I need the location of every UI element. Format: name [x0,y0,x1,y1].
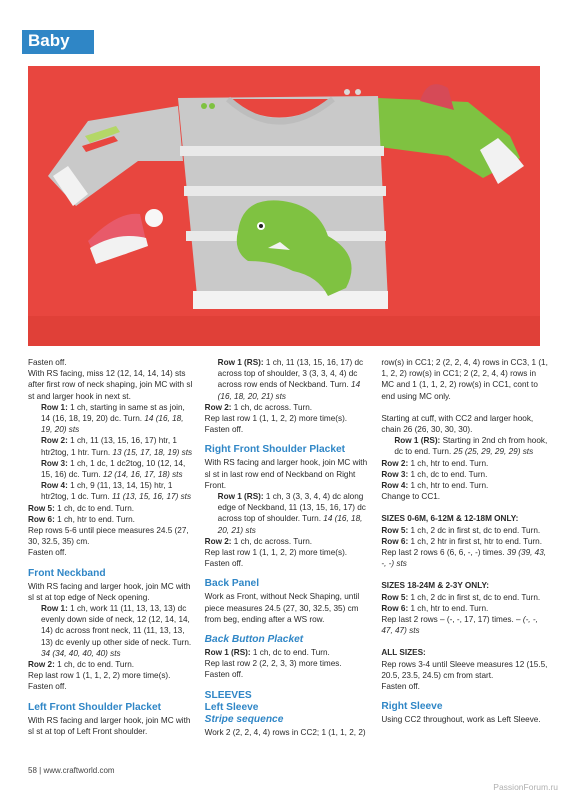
row-instruction: Row 1: 1 ch, work 11 (11, 13, 13, 13) dc evenly down side of neck, 12 (12, 14, 14, 14) dc across front neck, 11 (11, 13, 13, 13) dc evenly up other side of neck. Turn. 34 (34, 40, 40, 40) sts [41,604,192,658]
footer-divider: | [39,766,44,775]
section-heading: Right Sleeve [381,701,443,713]
section-heading: Back Button Placket [204,634,304,646]
paragraph: Using CC2 throughout, work as Left Sleeve. [381,715,541,725]
paragraph: Rep last 2 rows – (-, -, 17, 17) times. – (-, -, 47, 47) sts [381,615,538,636]
paragraph: Rep last row 2 (2, 2, 3, 3) more times. [204,659,342,669]
paragraph: row(s) in CC1; 2 (2, 2, 4, 4) rows in CC3, 1 (1, 1, 2, 2) row(s) in CC1; 2 (2, 2, 4, 4) rows in MC and 1 (1, 1, 2, 2) row(s) in CC1, cont to end using MC only. [381,358,548,401]
row-instruction: Row 3: 1 ch, dc to end. Turn. [381,469,488,479]
paragraph: With RS facing, miss 12 (12, 14, 14, 14) sts after first row of neck shaping, join MC with sl st and larger hook in next st. [28,369,193,401]
section-heading: Left Sleeve [204,701,259,713]
section-heading: Left Front Shoulder Placket [28,701,162,713]
size-heading: ALL SIZES: [381,648,426,658]
row-instruction: Row 1: 1 ch, starting in same st as join, 14 (16, 18, 19, 20) dc. Turn. 14 (16, 18, 19, 20) sts [41,402,185,435]
footer-site: www.craftworld.com [43,766,115,775]
row-instruction: Row 5: 1 ch, dc to end. Turn. [28,503,135,513]
watermark: PassionForum.ru [493,782,558,792]
row-instruction: Row 6: 1 ch, htr to end. Turn. [28,514,135,524]
row-instruction: Row 1 (RS): 1 ch, dc to end. Turn. [204,648,330,658]
paragraph: Fasten off. [381,682,420,692]
row-instruction: Row 2: 1 ch, dc across. Turn. [204,402,313,412]
column-3 [381,357,548,738]
paragraph: Work 2 (2, 2, 4, 4) rows in CC2; 1 (1, 1, 2, 2) [204,727,366,737]
paragraph: Rep rows 5-6 until piece measures 24.5 (27, 30, 32.5, 35) cm. [28,526,189,547]
paragraph: Rep last row 1 (1, 1, 2, 2) more time(s). [28,671,171,681]
section-heading: Back Panel [204,578,260,590]
page-number: 58 [28,766,37,775]
paragraph: Fasten off. [204,670,244,680]
paragraph: Starting at cuff, with CC2 and larger hook, chain 26 (26, 30, 30, 30). [381,413,534,435]
row-instruction: Row 6: 1 ch, 2 htr in first st, htr to end. Turn. [381,536,542,546]
row-instruction: Row 6: 1 ch, htr to end. Turn. [381,603,489,613]
paragraph: Rep last row 1 (1, 1, 2, 2) more time(s). [204,414,348,424]
section-heading: SLEEVES [204,689,252,701]
paragraph: Fasten off. [204,425,244,435]
page-footer [28,766,115,775]
paragraph: Rep rows 3-4 until Sleeve measures 12 (15.5, 20.5, 23.5, 24.5) cm from start. [381,659,548,680]
paragraph: Fasten off. [204,559,244,569]
paragraph: Rep last row 1 (1, 1, 2, 2) more time(s). [204,548,348,558]
sweater-illustration [28,66,540,346]
row-instruction: Row 4: 1 ch, 9 (11, 13, 14, 15) htr, 1 htr2tog, 1 dc. Turn. 11 (13, 15, 16, 17) sts [41,481,192,502]
section-heading: Front Neckband [28,567,106,579]
paragraph: Rep last 2 rows 6 (6, 6, -, -) times. 39 (39, 43, -, -) sts [381,548,547,569]
product-photo [28,66,540,346]
paragraph: Fasten off. [28,548,67,558]
row-instruction: Row 1 (RS): 1 ch, 3 (3, 3, 4, 4) dc along edge of Neckband, 11 (13, 15, 16, 17) dc across top of shoulder. Turn. 14 (16, 18, 20, 21) sts [217,492,366,535]
row-instruction: Row 2: 1 ch, htr to end. Turn. [381,458,489,468]
row-instruction: Row 1 (RS): 1 ch, 11 (13, 15, 16, 17) dc across top of shoulder, 3 (3, 3, 4, 4) dc across row ends of Neckband. Turn. 14 (16, 18, 20, 21) sts [217,358,364,401]
row-instruction: Row 1 (RS): Starting in 2nd ch from hook, dc to end. Turn. 25 (25, 29, 29, 29) sts [394,436,548,457]
paragraph: Fasten off. [28,682,67,692]
row-instruction: Row 2: 1 ch, 11 (13, 15, 16, 17) htr, 1 htr2tog, 1 htr. Turn. 13 (15, 17, 18, 19) sts [41,436,193,457]
column-1 [28,357,195,738]
paragraph: Fasten off. [28,358,67,367]
row-instruction: Row 2: 1 ch, dc across. Turn. [204,536,313,546]
row-instruction: Row 2: 1 ch, dc to end. Turn. [28,660,135,670]
column-2 [205,357,372,738]
row-instruction: Row 5: 1 ch, 2 dc in first st, dc to end. Turn. [381,525,541,535]
paragraph: With RS facing and larger hook, join MC with sl st at top of Left Front shoulder. [28,715,191,736]
section-tab: Baby [22,30,94,54]
size-heading: SIZES 0-6M, 6-12M & 12-18M ONLY: [381,514,519,524]
row-instruction: Row 5: 1 ch, 2 dc in first st, dc to end. Turn. [381,592,541,602]
paragraph: With RS facing and larger hook, join MC with sl st in last row end of Neckband on Right Front. [204,458,368,490]
paragraph: Work as Front, without Neck Shaping, until piece measures 24.5 (27, 30, 32.5, 35) cm from beg, ending after a WS row. [204,592,360,624]
subsection-heading: Stripe sequence [204,713,284,725]
paragraph: Change to CC1. [381,492,441,502]
article-columns [28,357,548,738]
row-instruction: Row 3: 1 ch, 1 dc, 1 dc2tog, 10 (12, 14, 15, 16) dc. Turn. 12 (14, 16, 17, 18) sts [41,458,186,480]
paragraph: With RS facing and larger hook, join MC with sl st at top edge of Neck opening. [28,581,191,602]
size-heading: SIZES 18-24M & 2-3Y ONLY: [381,581,490,591]
row-instruction: Row 4: 1 ch, htr to end. Turn. [381,481,489,491]
section-heading: Right Front Shoulder Placket [204,444,346,456]
